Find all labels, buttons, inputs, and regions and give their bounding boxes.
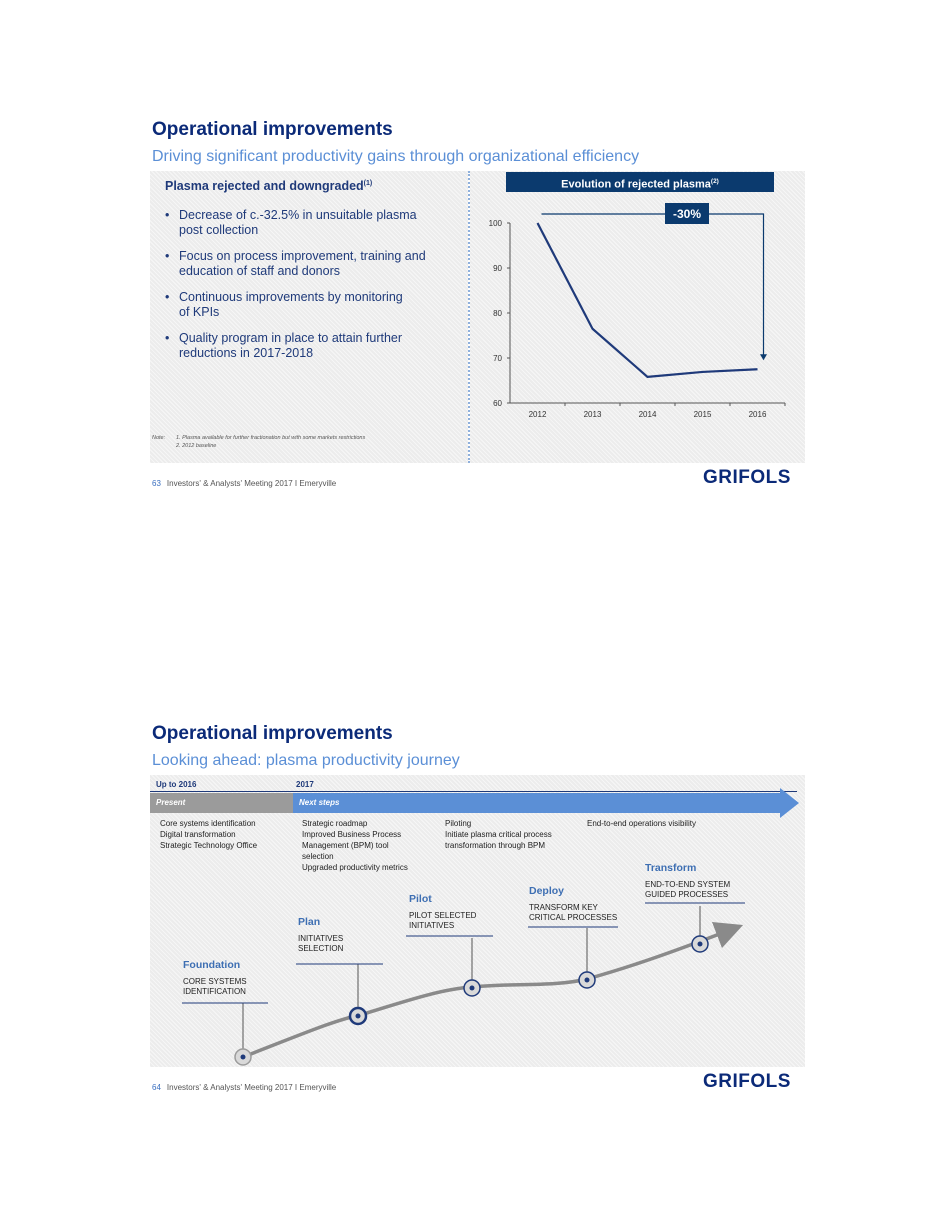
bullet-line: Decrease of c.-32.5% in unsuitable plasma	[179, 208, 417, 222]
stage-desc-line: END-TO-END SYSTEM	[645, 880, 731, 889]
stage-name: Foundation	[183, 959, 241, 971]
y-tick-label: 90	[493, 264, 502, 273]
column-line: Digital transformation	[160, 830, 236, 839]
stage-desc-line: IDENTIFICATION	[183, 987, 246, 996]
stage-pilot	[409, 893, 476, 931]
stage-deploy	[529, 885, 617, 923]
column-line: Strategic Technology Office	[160, 841, 258, 850]
x-tick-label: 2012	[528, 410, 547, 419]
series-line	[538, 223, 758, 377]
stage-plan	[298, 916, 343, 954]
left-heading-text: Plasma rejected and downgraded	[165, 179, 364, 193]
column-line: Strategic roadmap	[302, 819, 368, 828]
stage-transform	[645, 862, 730, 900]
milestone-dot	[470, 986, 475, 991]
stage-desc-line: CORE SYSTEMS	[183, 977, 247, 986]
bullet-item	[165, 249, 455, 279]
stage-desc-line: TRANSFORM KEY	[529, 903, 598, 912]
milestone-dot	[698, 942, 703, 947]
grifols-logo: GRIFOLS	[703, 1071, 791, 1092]
stage-name: Deploy	[529, 885, 565, 897]
footer	[152, 479, 336, 488]
stage-name: Plan	[298, 916, 321, 928]
x-tick-label: 2015	[693, 410, 712, 419]
callout-label: -30%	[672, 207, 702, 221]
stage-desc-line: PILOT SELECTED	[409, 911, 477, 920]
header-up-to-2016: Up to 2016	[156, 780, 197, 789]
chart-title-sup: (2)	[710, 178, 719, 185]
note-2: 2. 2012 baseline	[176, 443, 217, 449]
slide-title: Operational improvements	[152, 723, 393, 744]
present-label: Present	[156, 798, 186, 807]
slide-subtitle: Driving significant productivity gains through organizational efficiency	[152, 148, 640, 165]
chart-title-text: Evolution of rejected plasma	[561, 178, 711, 191]
left-heading-sup: (1)	[363, 179, 373, 187]
column-line: Upgraded productivity metrics	[302, 863, 408, 872]
stage-desc-line: INITIATIVES	[298, 934, 344, 943]
footer-text: Investors' & Analysts' Meeting 2017 I Emeryville	[166, 1083, 337, 1092]
next-steps-label: Next steps	[299, 798, 340, 807]
column-line: Improved Business Process	[302, 830, 402, 839]
stage-desc-line: CRITICAL PROCESSES	[529, 913, 618, 922]
chart-title	[506, 172, 774, 192]
y-tick-label: 100	[488, 219, 502, 228]
stage-name: Transform	[645, 862, 697, 874]
column-line: transformation through BPM	[445, 841, 546, 850]
x-tick-label: 2016	[748, 410, 767, 419]
stage-desc-line: SELECTION	[298, 944, 344, 953]
y-tick-label: 80	[493, 309, 502, 318]
bullet-line: education of staff and donors	[179, 264, 340, 278]
stage-foundation	[183, 959, 247, 997]
column-line: Piloting	[445, 819, 472, 828]
y-tick-label: 70	[493, 354, 502, 363]
column-line: End-to-end operations visibility	[587, 819, 696, 828]
note-label: Note:	[152, 435, 166, 441]
stage-desc	[529, 903, 617, 923]
page-number: 64	[152, 1083, 161, 1092]
note-1: 1. Plasma available for further fractionation but with some markets restrictions	[176, 435, 366, 441]
milestone-dot	[241, 1055, 246, 1060]
milestone-dot	[356, 1014, 361, 1019]
bullet-list	[165, 208, 455, 372]
line-chart	[470, 195, 805, 430]
stage-desc	[298, 934, 343, 954]
stage-desc	[645, 880, 730, 900]
bullet-line: Continuous improvements by monitoring	[179, 290, 403, 304]
column-line: Management (BPM) tool	[302, 841, 389, 850]
slide-subtitle: Looking ahead: plasma productivity journey	[152, 752, 460, 769]
journey-path	[150, 775, 805, 1067]
stage-desc-line: GUIDED PROCESSES	[645, 890, 729, 899]
bullet-item	[165, 208, 455, 238]
bullet-line: Focus on process improvement, training and	[179, 249, 426, 263]
column-line: Core systems identification	[160, 819, 256, 828]
left-heading	[165, 179, 372, 193]
bullet-line: reductions in 2017-2018	[179, 346, 314, 360]
stage-desc-line: INITIATIVES	[409, 921, 455, 930]
footer-text: Investors' & Analysts' Meeting 2017 I Emeryville	[166, 479, 337, 488]
y-tick-label: 60	[493, 399, 502, 408]
slide-title: Operational improvements	[152, 119, 393, 140]
note-text	[176, 434, 456, 450]
column-line: Initiate plasma critical process	[445, 830, 552, 839]
header-2017: 2017	[296, 780, 314, 789]
bullet-line: of KPIs	[179, 305, 220, 319]
footer	[152, 1083, 336, 1092]
x-tick-label: 2013	[583, 410, 602, 419]
bullet-item	[165, 290, 455, 320]
callout-arrowhead	[760, 354, 767, 360]
stage-name: Pilot	[409, 893, 432, 905]
page-number: 63	[152, 479, 161, 488]
bullet-line: Quality program in place to attain further	[179, 331, 403, 345]
column-line: selection	[302, 852, 334, 861]
stage-desc	[183, 977, 247, 997]
milestone-dot	[585, 978, 590, 983]
grifols-logo: GRIFOLS	[703, 467, 791, 488]
x-tick-label: 2014	[638, 410, 657, 419]
bullet-item	[165, 331, 455, 361]
stage-desc	[409, 911, 476, 931]
callout-bracket	[542, 214, 764, 359]
bullet-line: post collection	[179, 223, 259, 237]
